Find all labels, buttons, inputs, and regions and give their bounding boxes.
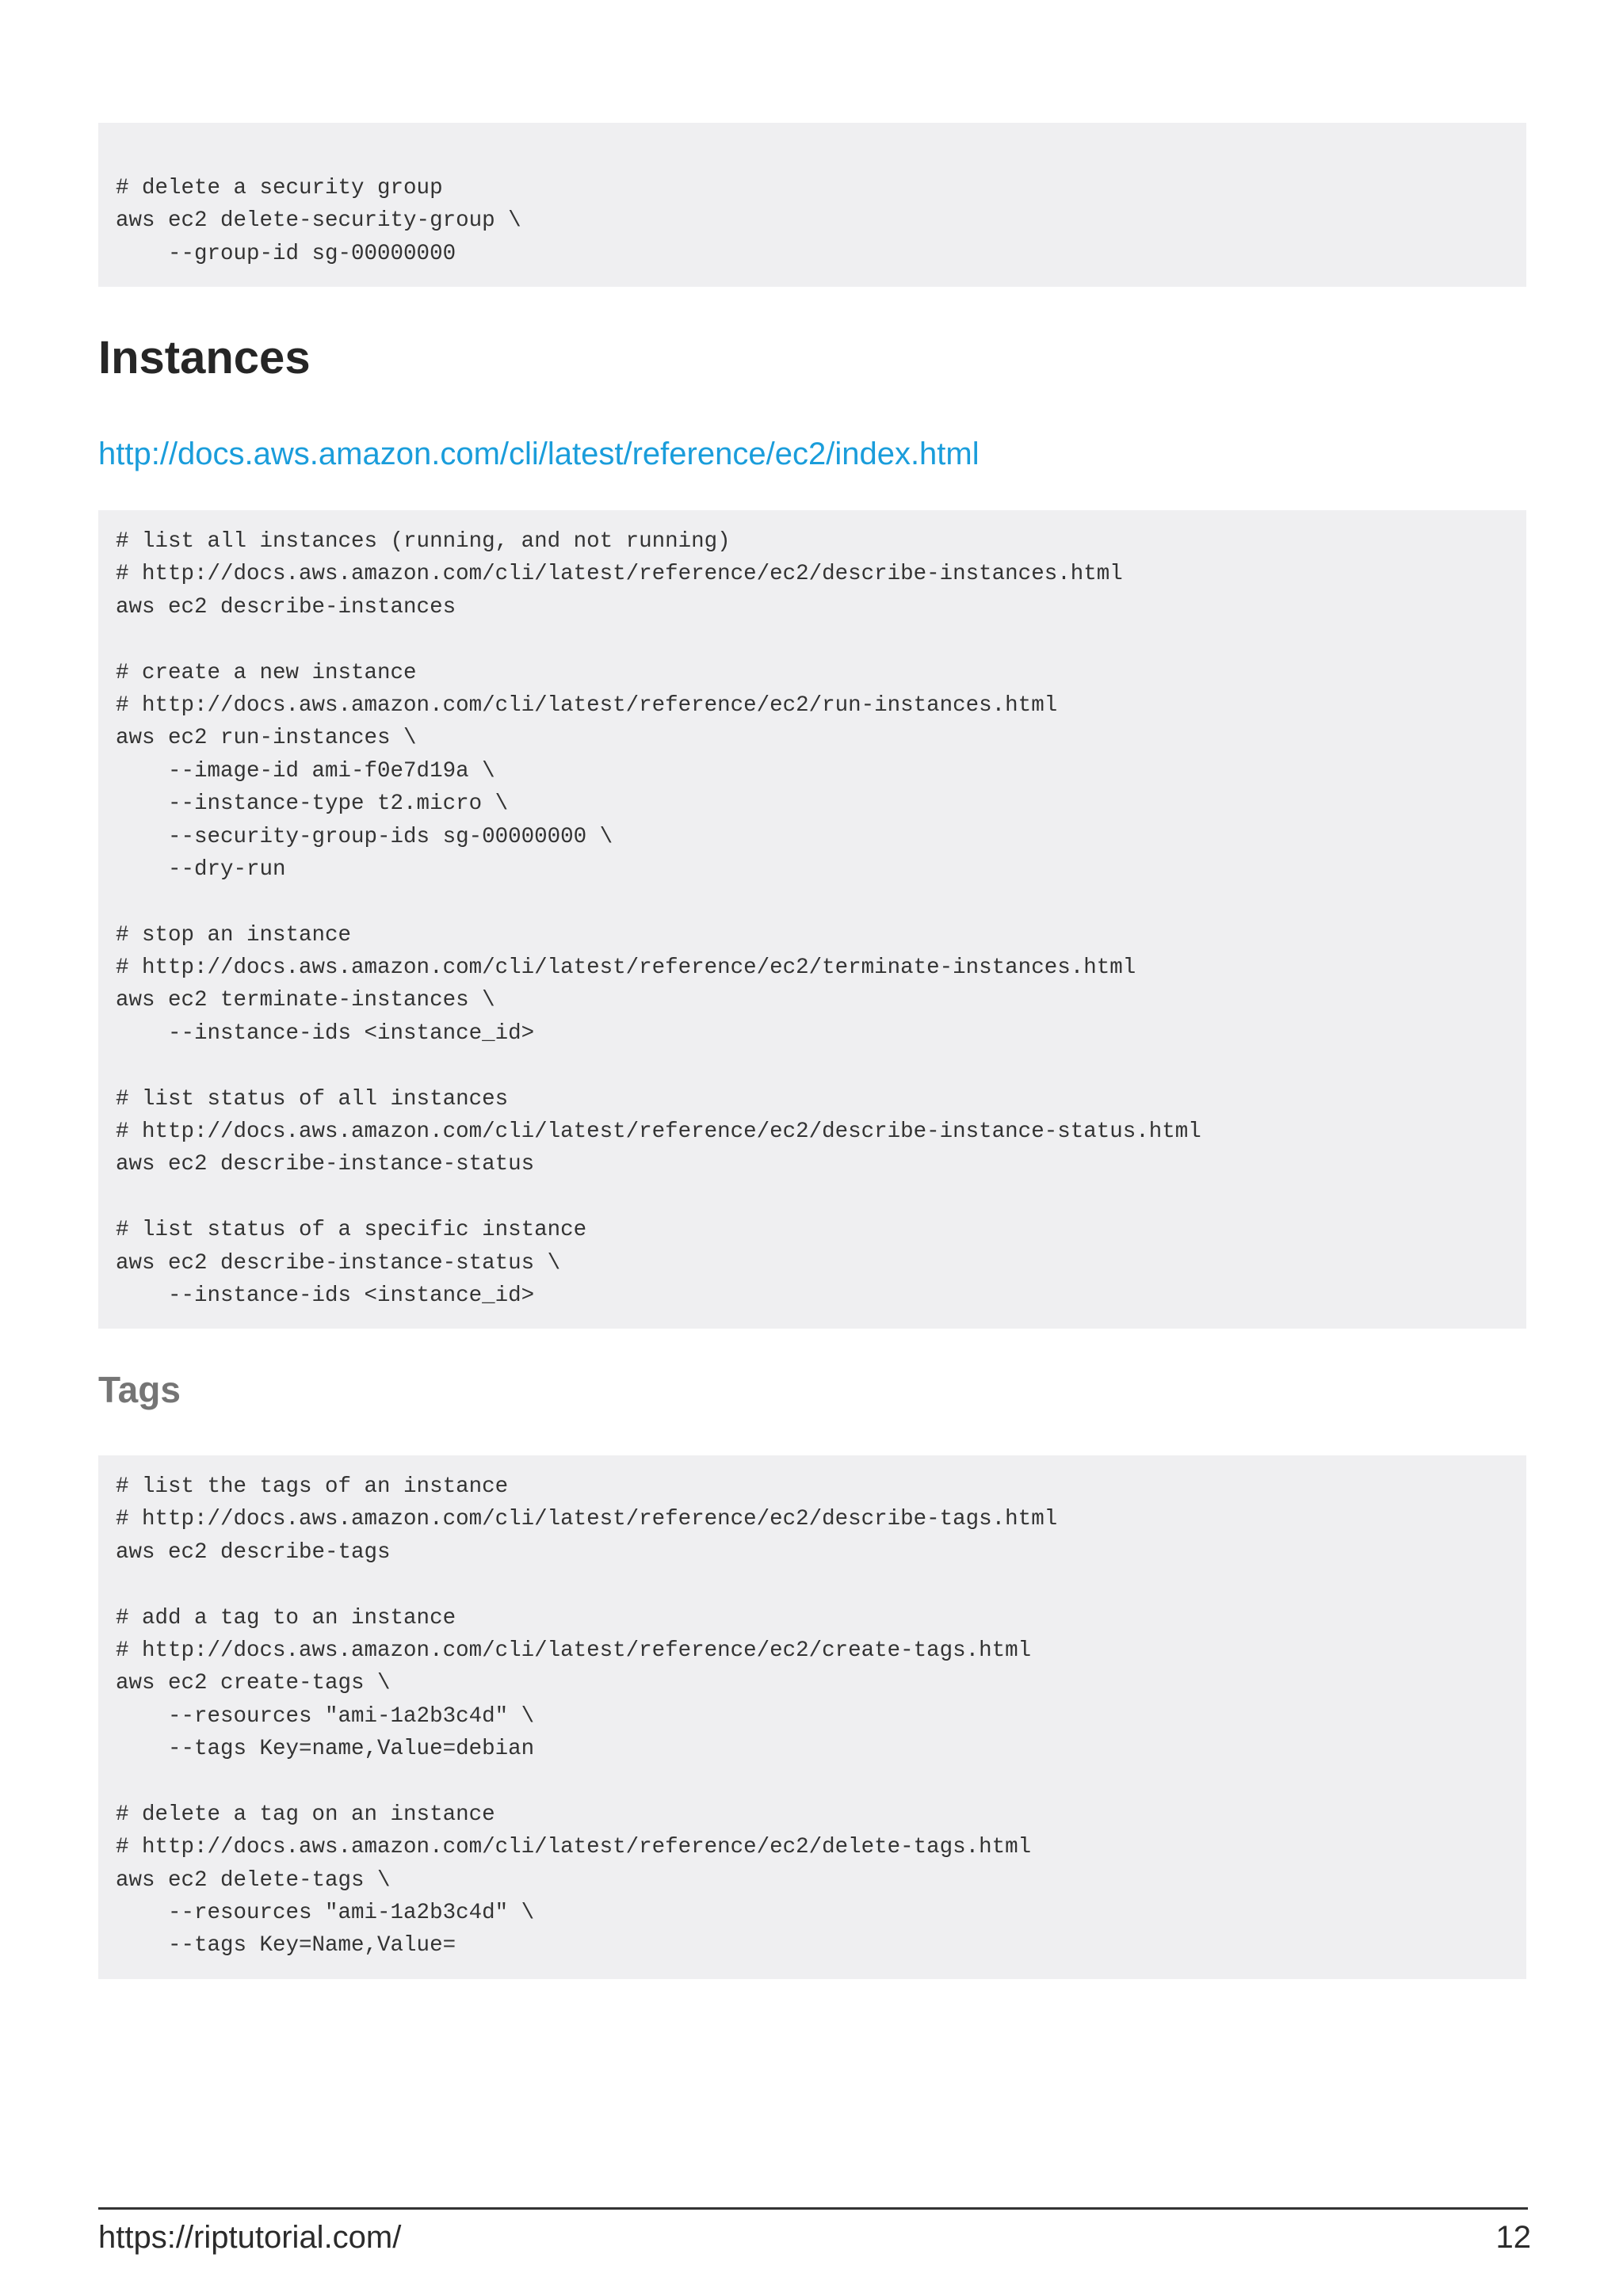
code-line: aws ec2 describe-instance-status [116, 1152, 535, 1177]
code-line: --tags Key=Name,Value= [116, 1933, 456, 1958]
code-line: # stop an instance [116, 922, 352, 948]
code-line [116, 886, 1526, 918]
code-line: --image-id ami-f0e7d19a \ [116, 758, 495, 784]
code-line: # list all instances (running, and not running) [116, 529, 731, 554]
code-line: aws ec2 delete-tags \ [116, 1867, 391, 1893]
page-number: 12 [1495, 2220, 1531, 2255]
tags-heading: Tags [98, 1369, 181, 1410]
code-block-instances [98, 510, 1526, 1329]
code-line [116, 1181, 1526, 1214]
code-block-tags [98, 1455, 1526, 1979]
code-line: --resources "ami-1a2b3c4d" \ [116, 1703, 535, 1729]
code-line [116, 1569, 1526, 1601]
code-line: # delete a security group [116, 176, 443, 200]
code-line: # http://docs.aws.amazon.com/cli/latest/reference/ec2/terminate-instances.html [116, 955, 1136, 981]
code-line: # delete a tag on an instance [116, 1802, 495, 1827]
code-line: # list status of all instances [116, 1086, 509, 1112]
code-line [116, 1050, 1526, 1082]
code-line: # list status of a specific instance [116, 1218, 587, 1243]
code-line: # http://docs.aws.amazon.com/cli/latest/reference/ec2/describe-tags.html [116, 1507, 1058, 1532]
code-line: aws ec2 describe-instances [116, 594, 456, 620]
instances-heading: Instances [98, 332, 311, 383]
code-line: # create a new instance [116, 660, 417, 685]
code-line: --resources "ami-1a2b3c4d" \ [116, 1901, 535, 1926]
code-line: # add a tag to an instance [116, 1605, 456, 1630]
code-line: aws ec2 delete-security-group \ [116, 208, 521, 234]
code-line: --instance-type t2.micro \ [116, 791, 509, 817]
code-line [116, 624, 1526, 656]
code-line: # http://docs.aws.amazon.com/cli/latest/reference/ec2/create-tags.html [116, 1638, 1032, 1663]
code-line: --instance-ids <instance_id> [116, 1020, 535, 1046]
code-line: aws ec2 terminate-instances \ [116, 988, 495, 1013]
code-line: --dry-run [116, 856, 286, 882]
code-line: # http://docs.aws.amazon.com/cli/latest/reference/ec2/describe-instances.html [116, 562, 1123, 587]
code-line: # list the tags of an instance [116, 1474, 509, 1499]
code-line [116, 1766, 1526, 1798]
code-line: # http://docs.aws.amazon.com/cli/latest/reference/ec2/describe-instance-status.html [116, 1119, 1201, 1145]
code-line: aws ec2 create-tags \ [116, 1671, 391, 1696]
code-line: aws ec2 describe-instance-status \ [116, 1250, 561, 1276]
footer-url: https://riptutorial.com/ [98, 2220, 402, 2255]
code-line: --security-group-ids sg-00000000 \ [116, 824, 613, 849]
code-line: aws ec2 describe-tags [116, 1539, 391, 1565]
code-line: --instance-ids <instance_id> [116, 1283, 535, 1308]
code-block-delete-security-group [98, 123, 1526, 287]
footer-divider [98, 2207, 1528, 2210]
code-line: --group-id sg-00000000 [116, 241, 456, 266]
code-line: --tags Key=name,Value=debian [116, 1737, 535, 1762]
code-line: aws ec2 run-instances \ [116, 726, 417, 751]
document-page [98, 0, 1531, 2296]
code-line: # http://docs.aws.amazon.com/cli/latest/reference/ec2/delete-tags.html [116, 1835, 1032, 1860]
code-line: # http://docs.aws.amazon.com/cli/latest/reference/ec2/run-instances.html [116, 692, 1058, 718]
ec2-reference-link[interactable]: http://docs.aws.amazon.com/cli/latest/reference/ec2/index.html [98, 437, 980, 471]
